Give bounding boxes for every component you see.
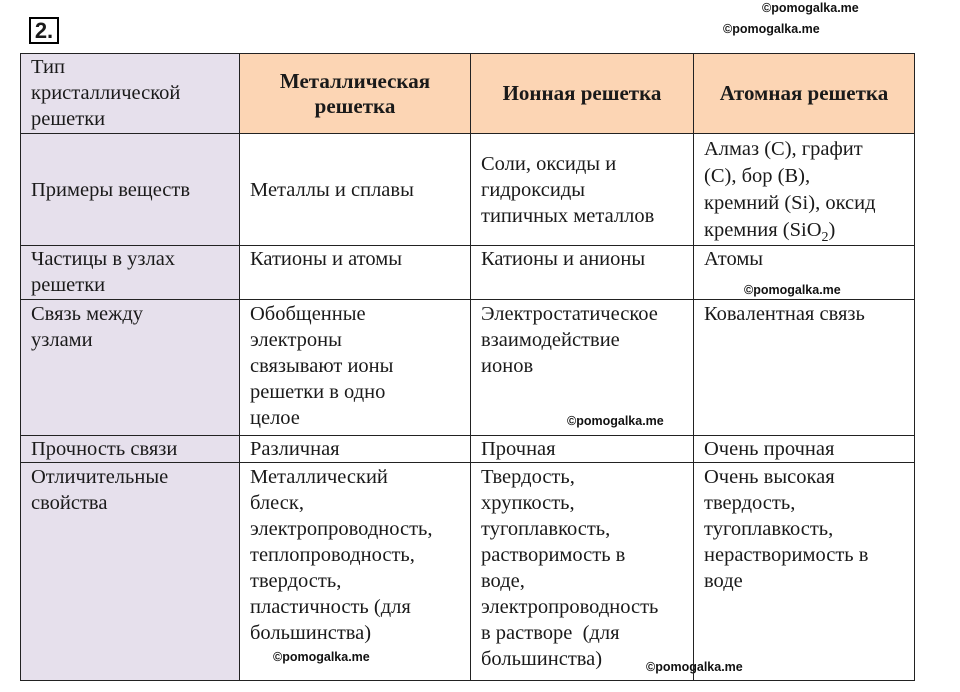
row-label-line: свойства [31, 492, 108, 514]
cell-line: Ковалентная связь [704, 303, 865, 325]
row-label-line: Прочность связи [31, 438, 178, 460]
header-corner-line: решетки [31, 108, 106, 130]
cell-line: гидроксиды [481, 178, 586, 201]
table-row [21, 134, 915, 246]
cell-line: Катионы и атомы [250, 248, 402, 270]
watermark: ©pomogalka.me [723, 22, 820, 36]
cell-line: Очень высокая [704, 466, 835, 488]
cell-atomic-bond [694, 300, 915, 436]
table-row [21, 463, 915, 681]
cell-atomic-examples [694, 134, 915, 246]
cell-line: Прочная [481, 438, 556, 460]
cell-line: Обобщенные [250, 303, 366, 325]
row-label-strength [21, 436, 240, 463]
cell-ionic-examples [471, 134, 694, 246]
cell-line: электропроводность, [250, 518, 433, 540]
formula-text: кремния (SiO [704, 218, 822, 241]
cell-line: блеск, [250, 492, 304, 514]
cell-line: типичных металлов [481, 204, 655, 227]
formula-tail: ) [828, 218, 836, 241]
cell-atomic-particles [694, 246, 915, 300]
cell-line: теплопроводность, [250, 544, 415, 566]
cell-ionic-properties [471, 463, 694, 681]
cell-line: решетки в одно [250, 381, 386, 403]
cell-line: твердость, [250, 570, 342, 592]
row-label-line: Частицы в узлах [31, 248, 176, 270]
watermark: ©pomogalka.me [762, 1, 859, 15]
watermark: ©pomogalka.me [273, 650, 370, 664]
cell-line: Металлы и сплавы [250, 178, 414, 201]
header-ionic-lattice: Ионная решетка [471, 54, 694, 134]
cell-line: Металлический [250, 466, 388, 488]
cell-line: Соли, оксиды и [481, 152, 617, 175]
row-label-examples [21, 134, 240, 246]
cell-line: хрупкость, [481, 492, 575, 514]
cell-line: Алмаз (С), графит [704, 137, 863, 160]
cell-line: пластичность (для [250, 596, 411, 618]
cell-line: Твердость, [481, 466, 575, 488]
cell-line: нерастворимость в [704, 544, 869, 566]
cell-line: большинства) [250, 622, 372, 644]
cell-line: твердость, [704, 492, 796, 514]
watermark: ©pomogalka.me [567, 414, 664, 428]
cell-line: тугоплавкость, [704, 518, 834, 540]
row-label-line: Примеры веществ [31, 178, 191, 201]
row-label-particles [21, 246, 240, 300]
cell-metallic-examples [240, 134, 471, 246]
header-corner-line: кристаллической [31, 82, 181, 104]
cell-metallic-particles [240, 246, 471, 300]
header-lattice-type [21, 54, 240, 134]
watermark: ©pomogalka.me [646, 660, 743, 674]
cell-line: Очень прочная [704, 438, 835, 460]
row-label-properties [21, 463, 240, 681]
table-row [21, 300, 915, 436]
table-row [21, 246, 915, 300]
cell-line: тугоплавкость, [481, 518, 611, 540]
cell-line: электроны [250, 329, 342, 351]
cell-line: Электростатическое [481, 303, 658, 325]
cell-line [704, 217, 914, 244]
cell-line: воде [704, 570, 743, 592]
cell-line: в растворе (для [481, 622, 620, 644]
cell-metallic-strength [240, 436, 471, 463]
header-corner-line: Тип [31, 56, 65, 78]
cell-line: Катионы и анионы [481, 248, 646, 270]
header-col1-line: решетка [314, 93, 396, 118]
watermark: ©pomogalka.me [744, 283, 841, 297]
table-row [21, 436, 915, 463]
cell-line: растворимость в [481, 544, 626, 566]
cell-line: взаимодействие [481, 329, 620, 351]
row-label-line: узлами [31, 329, 93, 351]
row-label-line: Связь между [31, 303, 143, 325]
row-label-bond [21, 300, 240, 436]
cell-line: воде, [481, 570, 525, 592]
cell-atomic-strength [694, 436, 915, 463]
cell-line: большинства) [481, 648, 603, 670]
cell-ionic-bond [471, 300, 694, 436]
header-metallic-lattice [240, 54, 471, 134]
crystal-lattice-table [20, 53, 915, 681]
cell-line: связывают ионы [250, 355, 394, 377]
row-label-line: решетки [31, 274, 106, 296]
cell-line: Атомы [704, 248, 764, 270]
cell-line: целое [250, 407, 300, 429]
header-col1-line: Металлическая [279, 68, 431, 93]
formula-subscript: 2 [821, 229, 829, 245]
cell-line: (С), бор (В), [704, 164, 811, 187]
cell-ionic-strength [471, 436, 694, 463]
cell-line: ионов [481, 355, 534, 377]
cell-line: электропроводность [481, 596, 659, 618]
table-header-row [21, 54, 915, 134]
task-number: 2. [29, 17, 59, 44]
cell-atomic-properties [694, 463, 915, 681]
row-label-line: Отличительные [31, 466, 169, 488]
cell-metallic-properties [240, 463, 471, 681]
cell-ionic-particles [471, 246, 694, 300]
cell-line: Различная [250, 438, 340, 460]
cell-metallic-bond [240, 300, 471, 436]
header-atomic-lattice: Атомная решетка [694, 54, 915, 134]
cell-line: кремний (Si), оксид [704, 191, 876, 214]
